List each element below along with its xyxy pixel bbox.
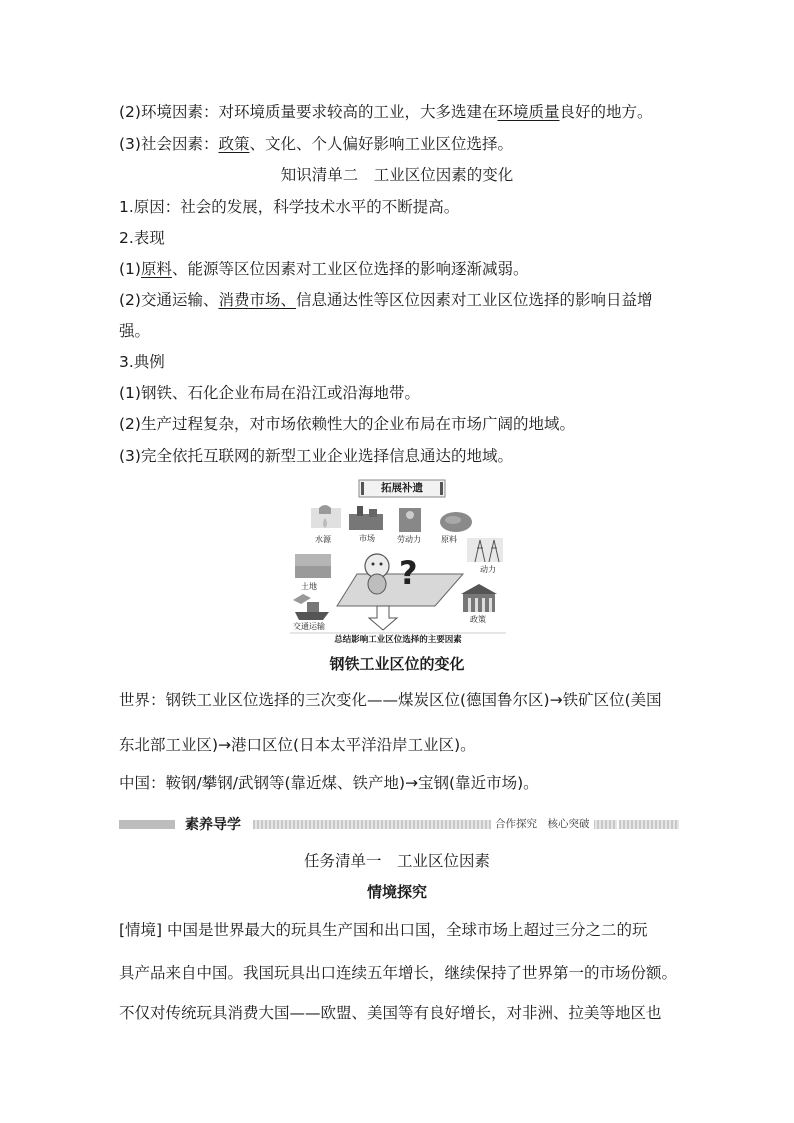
underlined-answer: 消费市场、	[218, 291, 296, 309]
text-line: 2.表现	[119, 229, 165, 247]
label-transport: 交通运输	[293, 622, 325, 631]
diagram-header: 拓展补遗	[381, 482, 423, 494]
text: (3)社会因素：	[119, 135, 219, 153]
text-line: 不仅对传统玩具消费大国——欧盟、美国等有良好增长，对非洲、拉美等地区也	[119, 1004, 662, 1022]
banner-bar	[619, 820, 679, 829]
banner-title: 素养导学	[181, 814, 245, 834]
text: 、能源等区位因素对工业区位选择的影响逐渐减弱。	[171, 260, 529, 278]
text: (2)交通运输、	[119, 291, 219, 309]
section-banner	[119, 816, 679, 832]
banner-bar	[119, 820, 175, 829]
text-line: 1.原因：社会的发展，科学技术水平的不断提高。	[119, 198, 460, 216]
text: (2)环境因素：对环境质量要求较高的工业，大多选建在	[119, 103, 498, 121]
raw-materials-icon	[440, 512, 472, 532]
label-water: 水源	[315, 535, 331, 544]
underlined-answer: 政策	[218, 135, 250, 153]
banner-subtitle: 合作探究 核心突破	[491, 816, 594, 831]
label-power: 动力	[480, 565, 496, 574]
text-line: (1)钢铁、石化企业布局在沿江或沿海地带。	[119, 384, 420, 402]
text-line: 具产品来自中国。我国玩具出口连续五年增长，继续保持了世界第一的市场份额。	[119, 964, 678, 982]
text-line: 世界：钢铁工业区位选择的三次变化——煤炭区位(德国鲁尔区)→铁矿区位(美国	[119, 691, 662, 709]
text-line: 中国：鞍钢/攀钢/武钢等(靠近煤、铁产地)→宝钢(靠近市场)。	[119, 774, 539, 792]
text: 信息通达性等区位因素对工业区位选择的影响日益增	[295, 291, 653, 309]
text-line	[119, 134, 513, 154]
text-line: 3.典例	[119, 353, 165, 371]
text-line: (2)生产过程复杂，对市场依赖性大的企业布局在市场广阔的地域。	[119, 415, 575, 433]
land-icon	[295, 554, 331, 578]
transport-icon	[293, 594, 329, 620]
water-icon	[311, 505, 341, 528]
diagram-caption: 总结影响工业区位选择的主要因素	[334, 635, 462, 645]
labor-icon	[399, 508, 421, 532]
section-title: 知识清单二 工业区位因素的变化	[280, 166, 514, 184]
text-line: [情境] 中国是世界最大的玩具生产国和出口国，全球市场上超过三分之二的玩	[119, 921, 648, 939]
text: 良好的地方。	[559, 103, 653, 121]
text-line: 东北部工业区)→港口区位(日本太平洋沿岸工业区)。	[119, 736, 476, 754]
steel-title: 钢铁工业区位的变化	[329, 655, 465, 673]
question-mark: ?	[399, 554, 418, 592]
policy-icon	[461, 584, 497, 612]
underlined-answer: 环境质量	[497, 103, 560, 121]
text-line	[119, 259, 529, 279]
task-subtitle: 情境探究	[366, 883, 427, 901]
underlined-answer: 原料	[140, 260, 172, 278]
location-factors-diagram	[285, 478, 511, 644]
task-title: 任务清单一 工业区位因素	[303, 852, 490, 870]
market-icon	[349, 506, 383, 530]
label-land: 土地	[301, 582, 317, 591]
text-line: 强。	[119, 322, 151, 340]
label-raw: 原料	[441, 535, 457, 544]
thinking-person-icon	[365, 554, 389, 594]
text-line	[119, 102, 653, 122]
text: 、文化、个人偏好影响工业区位选择。	[249, 135, 513, 153]
label-labor: 劳动力	[397, 535, 421, 544]
power-icon	[467, 538, 503, 562]
label-policy: 政策	[470, 615, 486, 624]
text: (1)	[119, 260, 141, 278]
label-market: 市场	[359, 534, 375, 543]
text-line	[119, 290, 653, 310]
text-line: (3)完全依托互联网的新型工业企业选择信息通达的地域。	[119, 447, 513, 465]
